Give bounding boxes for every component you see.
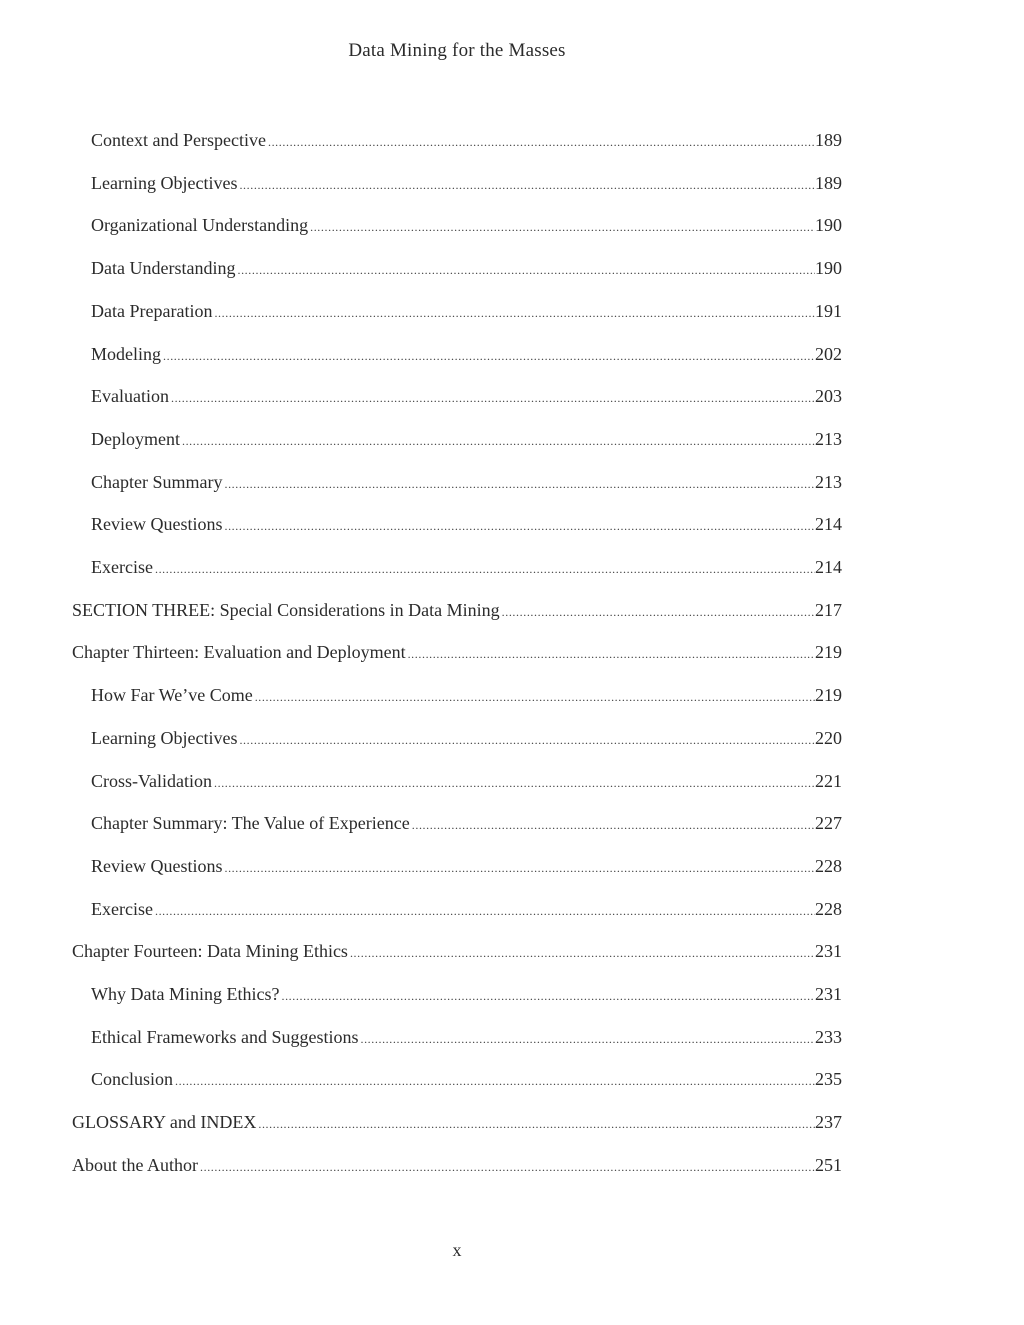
toc-entry[interactable]: [91, 125, 842, 155]
toc-entry[interactable]: [91, 253, 842, 283]
toc-entry[interactable]: [91, 1022, 842, 1052]
toc-entry-title: Learning Objectives: [91, 727, 238, 748]
toc-entry[interactable]: [91, 168, 842, 198]
toc-entry[interactable]: [91, 467, 842, 497]
toc-entry-page: 214: [815, 514, 842, 535]
toc-entry-title: Organizational Understanding: [91, 215, 309, 236]
dot-leader: [239, 725, 815, 755]
toc-entry-title: Chapter Summary: The Value of Experience: [91, 813, 410, 834]
toc-entry-title: Why Data Mining Ethics?: [91, 984, 280, 1004]
dot-leader: [360, 1024, 815, 1054]
dot-leader: [502, 597, 815, 627]
dot-leader: [350, 938, 815, 968]
toc-entry[interactable]: [91, 894, 842, 924]
toc-entry[interactable]: [91, 851, 842, 881]
toc-entry-page: 190: [815, 215, 842, 236]
running-header: Data Mining for the Masses: [348, 40, 566, 61]
dot-leader: [163, 341, 815, 371]
toc-entry[interactable]: [91, 381, 842, 411]
dot-leader: [408, 639, 815, 669]
toc-entry-page: 221: [815, 770, 842, 791]
dot-leader: [237, 255, 815, 285]
toc-entry-page: 231: [815, 984, 842, 1004]
toc-entry[interactable]: [91, 509, 842, 539]
toc-entry[interactable]: [91, 424, 842, 454]
toc-entry-title: Review Questions: [91, 855, 223, 876]
page-number: x: [452, 1240, 462, 1260]
dot-leader: [214, 298, 815, 328]
toc-entry-page: 220: [815, 727, 842, 748]
toc-entry[interactable]: [91, 339, 842, 369]
toc-entry-page: 219: [815, 642, 842, 663]
toc-entry-title: Learning Objectives: [91, 172, 238, 193]
toc-entry[interactable]: [91, 979, 842, 1009]
toc-entry-title: About the Author: [72, 1154, 198, 1175]
toc-entry[interactable]: [72, 637, 842, 667]
toc-entry[interactable]: [91, 296, 842, 326]
toc-entry-page: 227: [815, 813, 842, 834]
dot-leader: [255, 682, 815, 712]
toc-entry-title: How Far We’ve Come: [91, 685, 253, 706]
toc-entry-title: GLOSSARY and INDEX: [72, 1112, 257, 1133]
toc-entry-page: 235: [815, 1069, 842, 1090]
toc-entry[interactable]: [72, 1107, 842, 1137]
toc-entry-title: Conclusion: [91, 1069, 174, 1090]
dot-leader: [175, 1066, 815, 1096]
toc-entry-page: 219: [815, 685, 842, 706]
toc-entry-title: Chapter Summary: [91, 471, 223, 492]
toc-entry-title: Exercise: [91, 898, 153, 919]
toc-entry[interactable]: [91, 210, 842, 240]
dot-leader: [281, 981, 815, 1011]
toc-entry[interactable]: [91, 552, 842, 582]
toc-entry-title: Chapter Thirteen: Evaluation and Deployment: [72, 642, 406, 663]
toc-entry-title: Ethical Frameworks and Suggestions: [91, 1026, 359, 1047]
toc-entry-page: 191: [815, 300, 842, 321]
toc-entry[interactable]: [72, 936, 842, 966]
dot-leader: [412, 810, 815, 840]
toc-entry-page: 233: [815, 1026, 842, 1047]
toc-entry-title: Evaluation: [91, 386, 169, 407]
toc-entry-page: 231: [815, 941, 842, 962]
dot-leader: [155, 896, 815, 926]
toc-entry-page: 189: [815, 172, 842, 193]
dot-leader: [171, 383, 815, 413]
toc-entry[interactable]: [91, 808, 842, 838]
toc-entry-title: Context and Perspective: [91, 130, 266, 150]
dot-leader: [182, 426, 815, 456]
dot-leader: [268, 127, 815, 157]
toc-entry[interactable]: [91, 723, 842, 753]
toc-entry-title: Data Preparation: [91, 300, 213, 321]
toc-entry[interactable]: [91, 1064, 842, 1094]
toc-entry[interactable]: [91, 766, 842, 796]
toc-entry-title: Exercise: [91, 557, 153, 577]
toc-entry-title: Deployment: [91, 428, 180, 449]
toc-entry[interactable]: [72, 595, 842, 625]
dot-leader: [224, 469, 815, 499]
toc-entry-page: 213: [815, 428, 842, 449]
toc-entry-page: 202: [815, 343, 842, 364]
toc-entry[interactable]: [72, 1150, 842, 1180]
dot-leader: [224, 853, 815, 883]
toc-entry-page: 217: [815, 599, 842, 620]
dot-leader: [155, 554, 815, 584]
toc-entry-title: Modeling: [91, 343, 161, 364]
toc-entry-page: 203: [815, 386, 842, 407]
toc-entry-page: 190: [815, 258, 842, 279]
toc-entry-page: 228: [815, 898, 842, 919]
toc-entry-title: SECTION THREE: Special Considerations in Data Mining: [72, 599, 500, 620]
toc-entry-title: Chapter Fourteen: Data Mining Ethics: [72, 941, 348, 962]
toc-entry-page: 251: [815, 1154, 842, 1175]
toc-entry-title: Data Understanding: [91, 258, 236, 279]
dot-leader: [258, 1109, 815, 1139]
toc-entry-title: Review Questions: [91, 514, 223, 535]
dot-leader: [200, 1152, 815, 1182]
dot-leader: [214, 768, 815, 798]
toc-entry-page: 213: [815, 471, 842, 492]
toc-entry-page: 228: [815, 855, 842, 876]
dot-leader: [310, 212, 815, 242]
toc-entry[interactable]: [91, 680, 842, 710]
toc-entry-page: 214: [815, 557, 842, 577]
toc-entry-title: Cross-Validation: [91, 770, 212, 791]
dot-leader: [224, 511, 815, 541]
dot-leader: [239, 170, 815, 200]
toc-entry-page: 237: [815, 1112, 842, 1133]
toc-entry-page: 189: [815, 130, 842, 150]
